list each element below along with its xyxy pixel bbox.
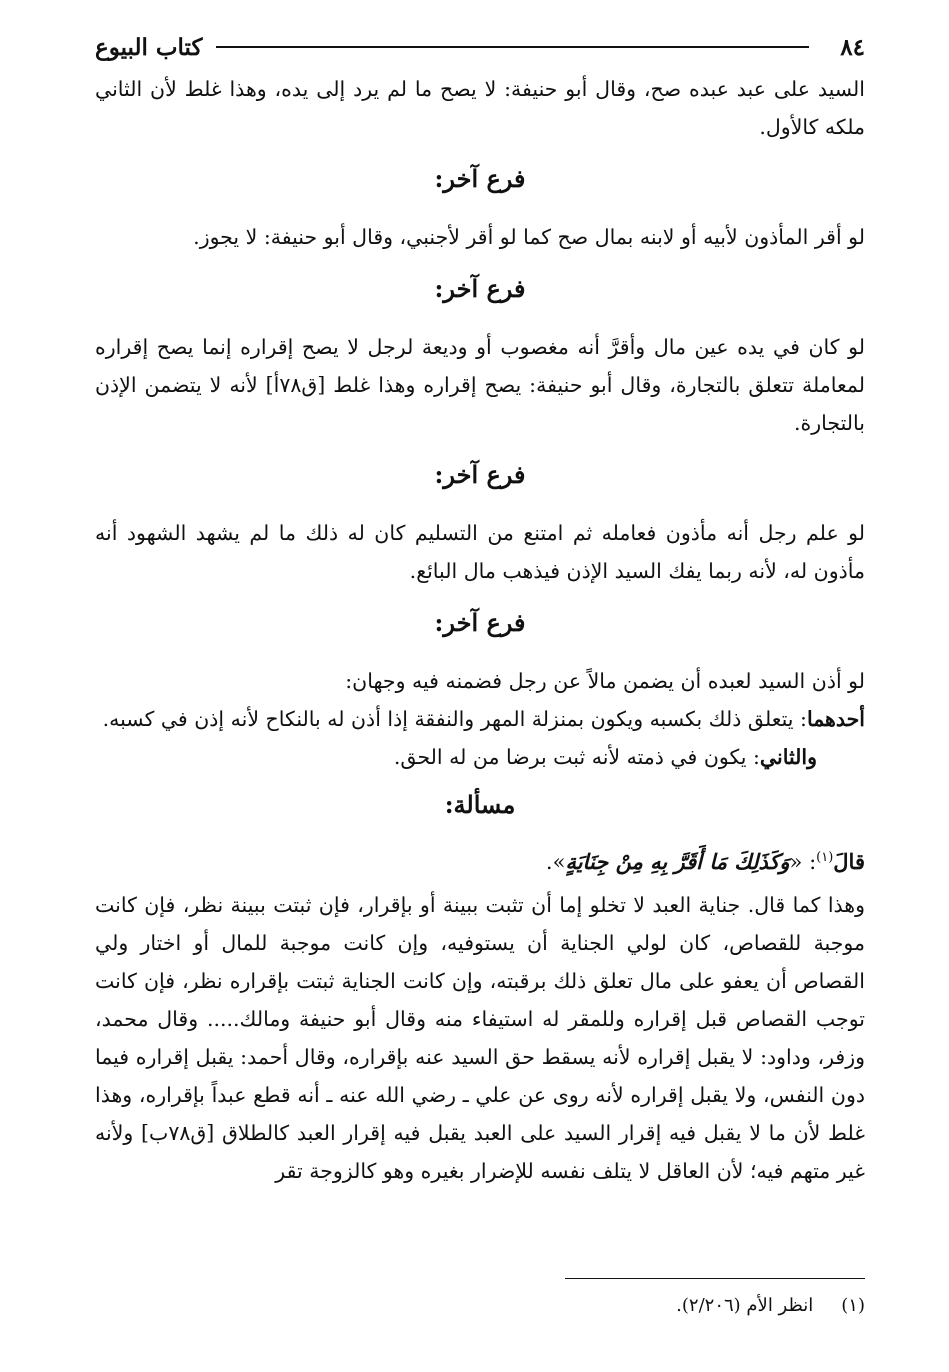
footnote-ref: (١) xyxy=(816,850,834,865)
paragraph-2: لو أقر المأذون لأبيه أو لابنه بمال صح كما لو أقر لأجنبي، وقال أبو حنيفة: لا يجوز. xyxy=(193,225,865,249)
footnote-number: (١) xyxy=(841,1295,865,1316)
quoted-text-line xyxy=(95,838,865,882)
header-rule xyxy=(216,46,809,48)
first-view-text: : يتعلق ذلك بكسبه ويكون بمنزلة المهر والنفقة إذا أذن له بالنكاح لأنه إذن في كسبه. xyxy=(102,707,807,731)
masala-heading: مسألة: xyxy=(444,790,516,819)
second-view-text: : يكون في ذمته لأنه ثبت برضا من له الحق. xyxy=(393,745,760,769)
running-head xyxy=(95,28,865,66)
paragraph-8: وهذا كما قال. جناية العبد لا تخلو إما أن تثبت ببينة أو بإقرار، فإن ثبتت ببينة نظر، فإن كانت موجبة للقصاص، كان لولي الجناية أن يستوفيه، وإن كانت موجبة للمال أو اختار ولي القصاص أن يعفو على مال تعلق ذلك برقبته، وإن كانت الجناية ثبتت بإقراره نظر، فإن كانت توجب القصاص قبل إقراره وللمقر له استيفاء منه وقال أبو حنيفة ومالك..... وقال محمد، وزفر، وداود: لا يقبل إقراره لأنه يسقط حق السيد عنه بإقراره، وقال أحمد: يقبل إقراره فيما دون النفس، ولا يقبل إقراره لأنه روى عن علي ـ رضي الله عنه ـ أنه قطع عبداً بإقراره، وهذا غلط لأن ما لا يقبل فيه إقرار السيد على العبد يقبل فيه إقرار العبد كالطلاق [ق٧٨ب] ولأنه غير متهم فيه؛ لأن العاقل لا يتلف نفسه للإضرار بغيره وهو كالزوجة تقر xyxy=(95,893,865,1183)
first-view-label: أحدهما xyxy=(806,707,865,731)
paragraph-3: لو كان في يده عين مال وأقرَّ أنه مغصوب أو وديعة لرجل لا يصح إقراره إنما يصح إقراره لمعاملة تتعلق بالتجارة، وقال أبو حنيفة: يصح إقراره وهذا غلط [ق٧٨أ] لأنه لا يتضمن الإذن بالتجارة. xyxy=(95,335,865,435)
section-heading-2: فرع آخر: xyxy=(434,274,526,303)
footnote-text: انظر الأم (٢/٢٠٦). xyxy=(676,1295,814,1316)
quote-close: ». xyxy=(545,850,566,874)
quote-open: : « xyxy=(789,850,817,874)
section-heading-1: فرع آخر: xyxy=(434,164,526,193)
qal-word: قالَ xyxy=(833,849,865,874)
paragraph-5: لو أذن السيد لعبده أن يضمن مالاً عن رجل فضمنه فيه وجهان: xyxy=(345,669,865,693)
footnote-rule xyxy=(565,1278,865,1279)
paragraph-7 xyxy=(95,738,865,776)
paragraph-1: السيد على عبد عبده صح، وقال أبو حنيفة: لا يصح ما لم يرد إلى يده، وهذا غلط لأن الثاني ملكه كالأول. xyxy=(95,77,865,139)
section-heading-3: فرع آخر: xyxy=(434,460,526,489)
paragraph-6 xyxy=(95,700,865,738)
book-title: كتاب البيوع xyxy=(95,33,203,61)
section-heading-4: فرع آخر: xyxy=(434,608,526,637)
second-view-label: والثاني xyxy=(759,745,817,769)
page-number: ٨٤ xyxy=(840,33,865,61)
book-page xyxy=(95,28,865,1348)
quoted-matn: وَكَذَلِكَ مَا أَقَرَّ بِهِ مِنْ جِنَايَةٍ xyxy=(565,849,790,874)
footnote xyxy=(676,1292,865,1320)
paragraph-4: لو علم رجل أنه مأذون فعامله ثم امتنع من التسليم كان له ذلك ما لم يشهد الشهود أنه مأذون له، لأنه ربما يفك السيد الإذن فيذهب مال البائع. xyxy=(95,521,865,583)
